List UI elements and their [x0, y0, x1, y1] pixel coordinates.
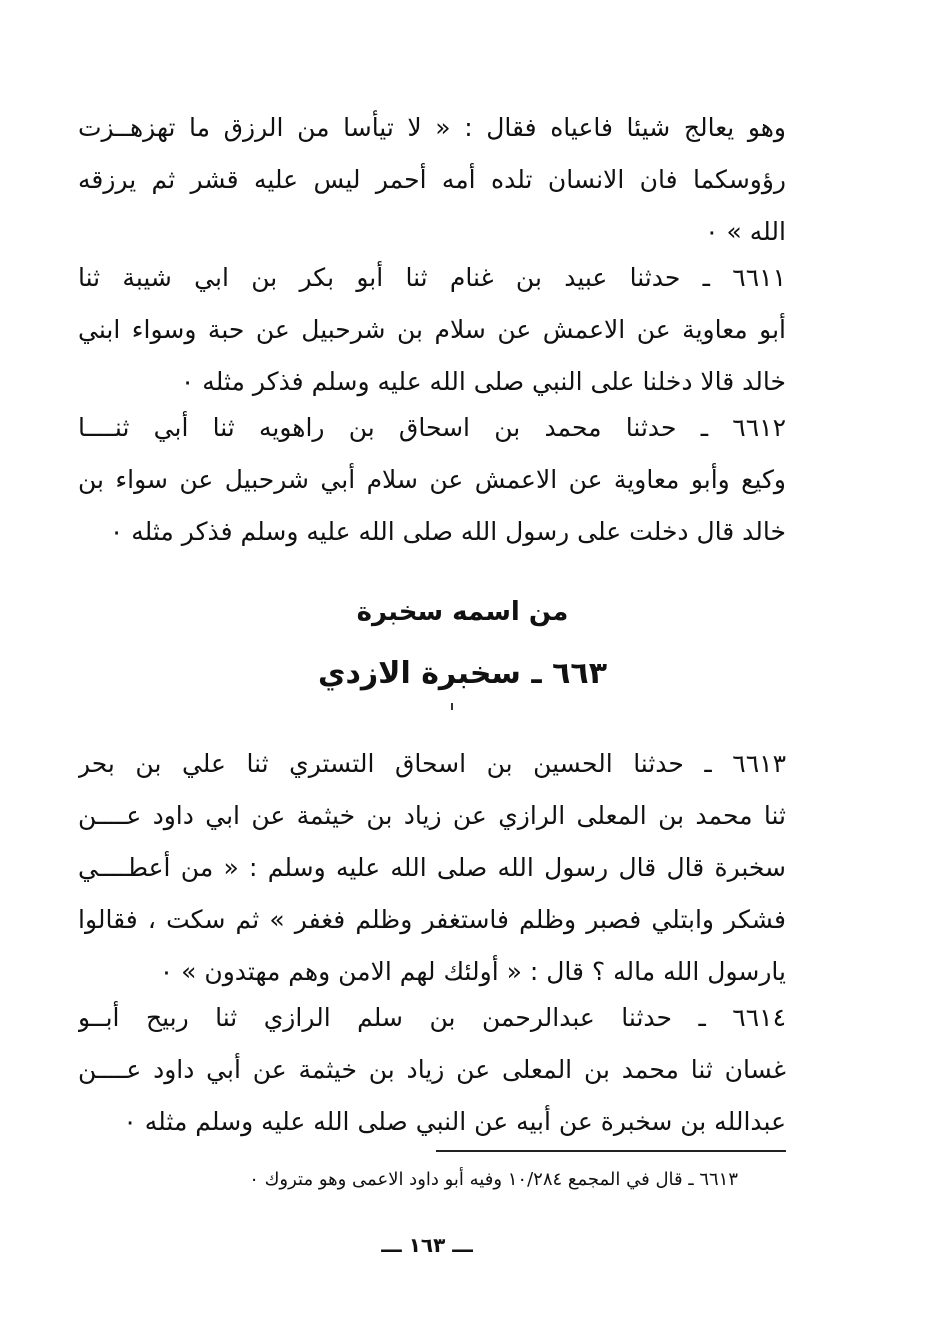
text-line: ٦٦١٣ ـ حدثنا الحسين بن اسحاق التستري ثنا علي بن بحر: [78, 749, 786, 778]
text-line: يارسول الله ماله ؟ قال : « أولئك لهم الامن وهم مهتدون » ٠: [159, 957, 786, 986]
text-line: أبو معاوية عن الاعمش عن سلام بن شرحبيل عن حبة وسواء ابني: [78, 315, 786, 344]
text-line: ثنا محمد بن المعلى الرازي عن زياد بن خيثمة عن ابي داود عــــن: [78, 801, 786, 830]
text-line: غسان ثنا محمد بن المعلى عن زياد بن خيثمة عن أبي داود عــــن: [78, 1055, 786, 1084]
paragraph-continuation: [78, 102, 786, 258]
text-line: فشكر وابتلي فصبر وظلم فاستغفر وظلم فغفر » ثم سكت ، فقالوا: [78, 905, 786, 934]
text-line: وكيع وأبو معاوية عن الاعمش عن سلام أبي شرحبيل عن سواء بن: [78, 465, 786, 494]
hadith-6613: [78, 738, 786, 998]
hadith-6614: [78, 992, 786, 1148]
footnote: ٦٦١٣ ـ قال في المجمع ١٠/٢٨٤ وفيه أبو داود الاعمى وهو متروك ٠: [249, 1169, 738, 1190]
footnote-separator: [436, 1150, 786, 1152]
text-line: ٦٦١٢ ـ حدثنا محمد بن اسحاق بن راهويه ثنا أبي ثنــــا: [78, 413, 786, 442]
text-line: الله » ٠: [705, 217, 786, 246]
section-heading: من اسمه سخبرة: [356, 597, 569, 627]
text-line: سخبرة قال قال رسول الله صلى الله عليه وسلم : « من أعطــــي: [78, 853, 786, 882]
hadith-6612: [78, 402, 786, 558]
hadith-6611: [78, 252, 786, 408]
text-line: خالد قال دخلت على رسول الله صلى الله عليه وسلم فذكر مثله ٠: [109, 517, 786, 546]
text-line: خالد قالا دخلنا على النبي صلى الله عليه وسلم فذكر مثله ٠: [180, 367, 786, 396]
entry-heading: ٦٦٣ ـ سخبرة الازدي: [317, 656, 608, 691]
text-line: رؤوسكما فان الانسان تلده أمه أحمر ليس عليه قشر ثم يرزقه: [78, 165, 786, 194]
text-line: ٦٦١٤ ـ حدثنا عبدالرحمن بن سلم الرازي ثنا ربيح أبــو: [78, 1003, 786, 1032]
text-line: عبدالله بن سخبرة عن أبيه عن النبي صلى الله عليه وسلم مثله ٠: [123, 1107, 786, 1136]
page-number: ـــ ١٦٣ ـــ: [381, 1233, 473, 1257]
text-line: ٦٦١١ ـ حدثنا عبيد بن غنام ثنا أبو بكر بن ابي شيبة ثنا: [78, 263, 786, 292]
print-mark: [451, 703, 453, 710]
text-line: وهو يعالج شيئا فاعياه فقال : « لا تيأسا من الرزق ما تهزهــزت: [78, 113, 786, 142]
